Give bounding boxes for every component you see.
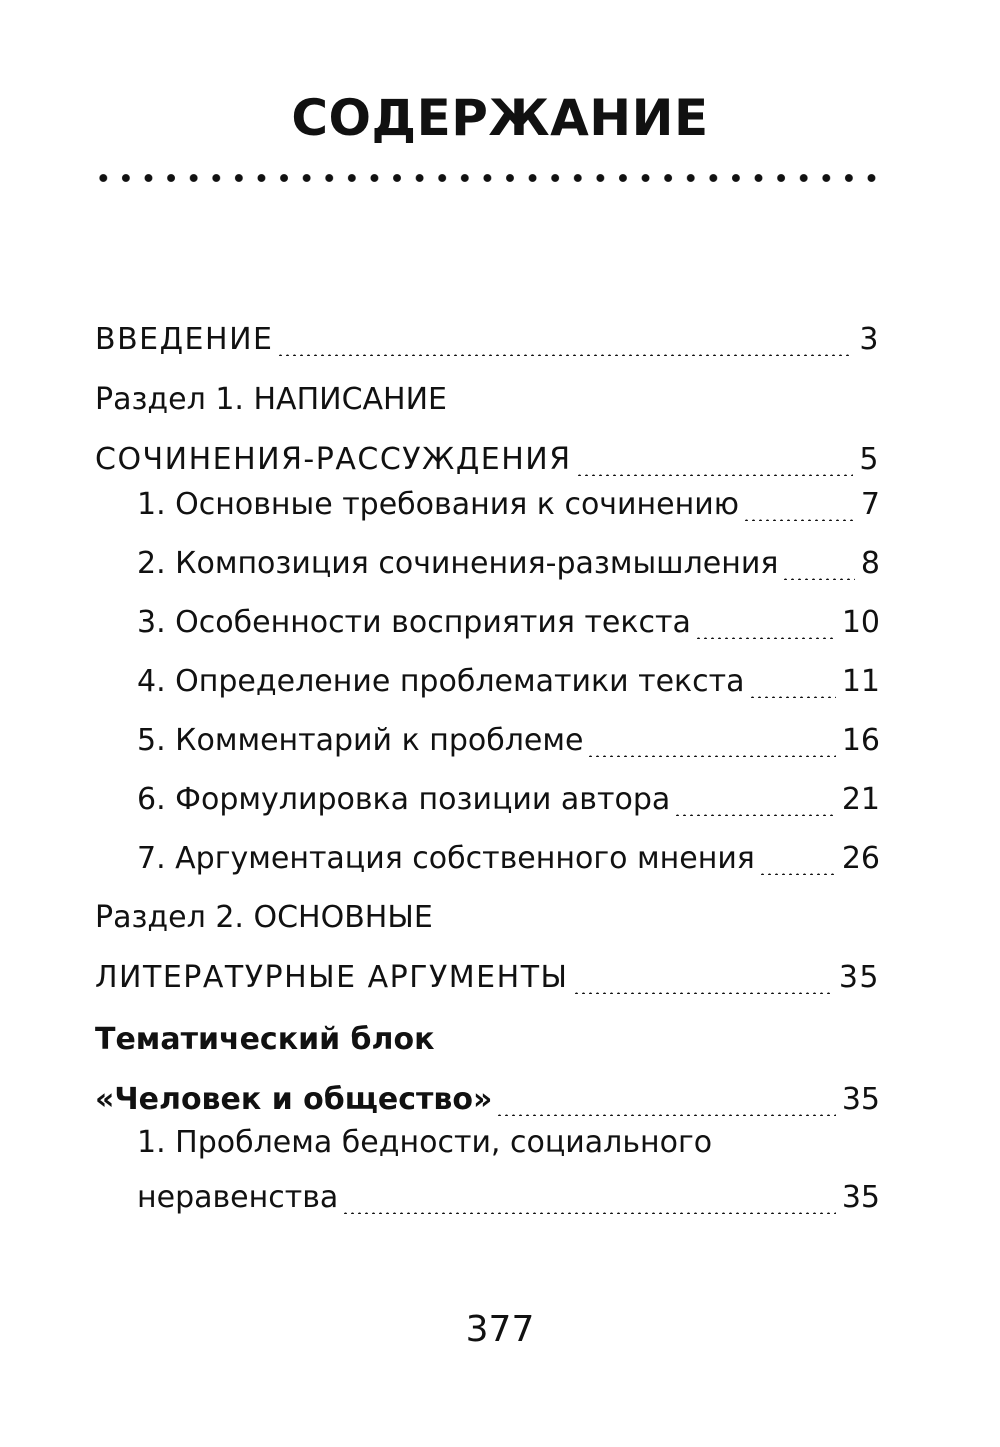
- toc-page-number: 8: [860, 546, 880, 581]
- toc-entry-title: 1. Основные требования к сочинению: [137, 487, 739, 522]
- toc-page-number: 5: [859, 442, 880, 477]
- toc-entry-title-continued: ЛИТЕРАТУРНЫЕ АРГУМЕНТЫ: [95, 960, 569, 995]
- toc-entry-subsection-6[interactable]: [137, 770, 880, 830]
- toc-page-number: 35: [841, 1082, 880, 1117]
- toc-page-number: 21: [841, 782, 880, 817]
- toc-page-number: 10: [841, 605, 880, 640]
- toc-entry-subsection-7[interactable]: [137, 829, 880, 889]
- toc-page-number: 35: [838, 960, 880, 995]
- toc-leader-dots: [743, 519, 855, 521]
- toc-leader-dots: [749, 696, 836, 698]
- toc-leader-dots: [277, 354, 853, 356]
- page-title: СОДЕРЖАНИЕ: [291, 89, 709, 147]
- toc-entry-title: 4. Определение проблематики текста: [137, 664, 745, 699]
- toc-entry-section-2[interactable]: [95, 888, 880, 1008]
- toc-entry-title: Раздел 1. НАПИСАНИЕ: [95, 382, 448, 417]
- toc-leader-dots: [782, 578, 854, 580]
- toc-entry-topic-1[interactable]: [137, 1113, 880, 1233]
- toc-entry-title: 1. Проблема бедности, социального: [137, 1125, 713, 1160]
- toc-entry-title: 2. Композиция сочинения-размышления: [137, 546, 779, 581]
- toc-leader-dots: [695, 637, 836, 639]
- toc-entry-thematic-block[interactable]: [95, 1010, 880, 1130]
- toc-leader-dots: [573, 992, 833, 994]
- toc-entry-title: 5. Комментарий к проблеме: [137, 723, 584, 758]
- toc-page-number: 11: [841, 664, 880, 699]
- title-dotted-rule: [92, 170, 882, 186]
- toc-entry-title: 6. Формулировка позиции автора: [137, 782, 671, 817]
- toc-entry-subsection-4[interactable]: [137, 652, 880, 712]
- toc-entry-introduction[interactable]: [95, 310, 880, 370]
- toc-entry-subsection-5[interactable]: [137, 711, 880, 771]
- toc-page-number: 16: [841, 723, 880, 758]
- toc-page-number: 35: [841, 1180, 880, 1215]
- toc-entry-section-1[interactable]: [95, 370, 880, 490]
- toc-entry-title-continued: неравенства: [137, 1180, 339, 1215]
- toc-entry-subsection-2[interactable]: [137, 534, 880, 594]
- toc-entry-title: 3. Особенности восприятия текста: [137, 605, 691, 640]
- page-number: 377: [465, 1309, 535, 1350]
- toc-entry-subsection-3[interactable]: [137, 593, 880, 653]
- toc-entry-title-continued: «Человек и общество»: [95, 1082, 493, 1117]
- toc-leader-dots: [342, 1212, 836, 1214]
- toc-entry-subsection-1[interactable]: [137, 475, 880, 535]
- toc-leader-dots: [587, 755, 835, 757]
- toc-entry-title: 7. Аргументация собственного мнения: [137, 841, 755, 876]
- toc-leader-dots: [759, 873, 836, 875]
- toc-entry-title-continued: СОЧИНЕНИЯ-РАССУЖДЕНИЯ: [95, 442, 572, 477]
- toc-page-number: 7: [860, 487, 880, 522]
- toc-entry-title: Раздел 2. ОСНОВНЫЕ: [95, 900, 433, 935]
- toc-page-number: 3: [859, 322, 880, 357]
- toc-entry-title: ВВЕДЕНИЕ: [95, 322, 274, 357]
- toc-entry-title: Тематический блок: [95, 1022, 435, 1057]
- toc-page-number: 26: [841, 841, 880, 876]
- toc-leader-dots: [674, 814, 836, 816]
